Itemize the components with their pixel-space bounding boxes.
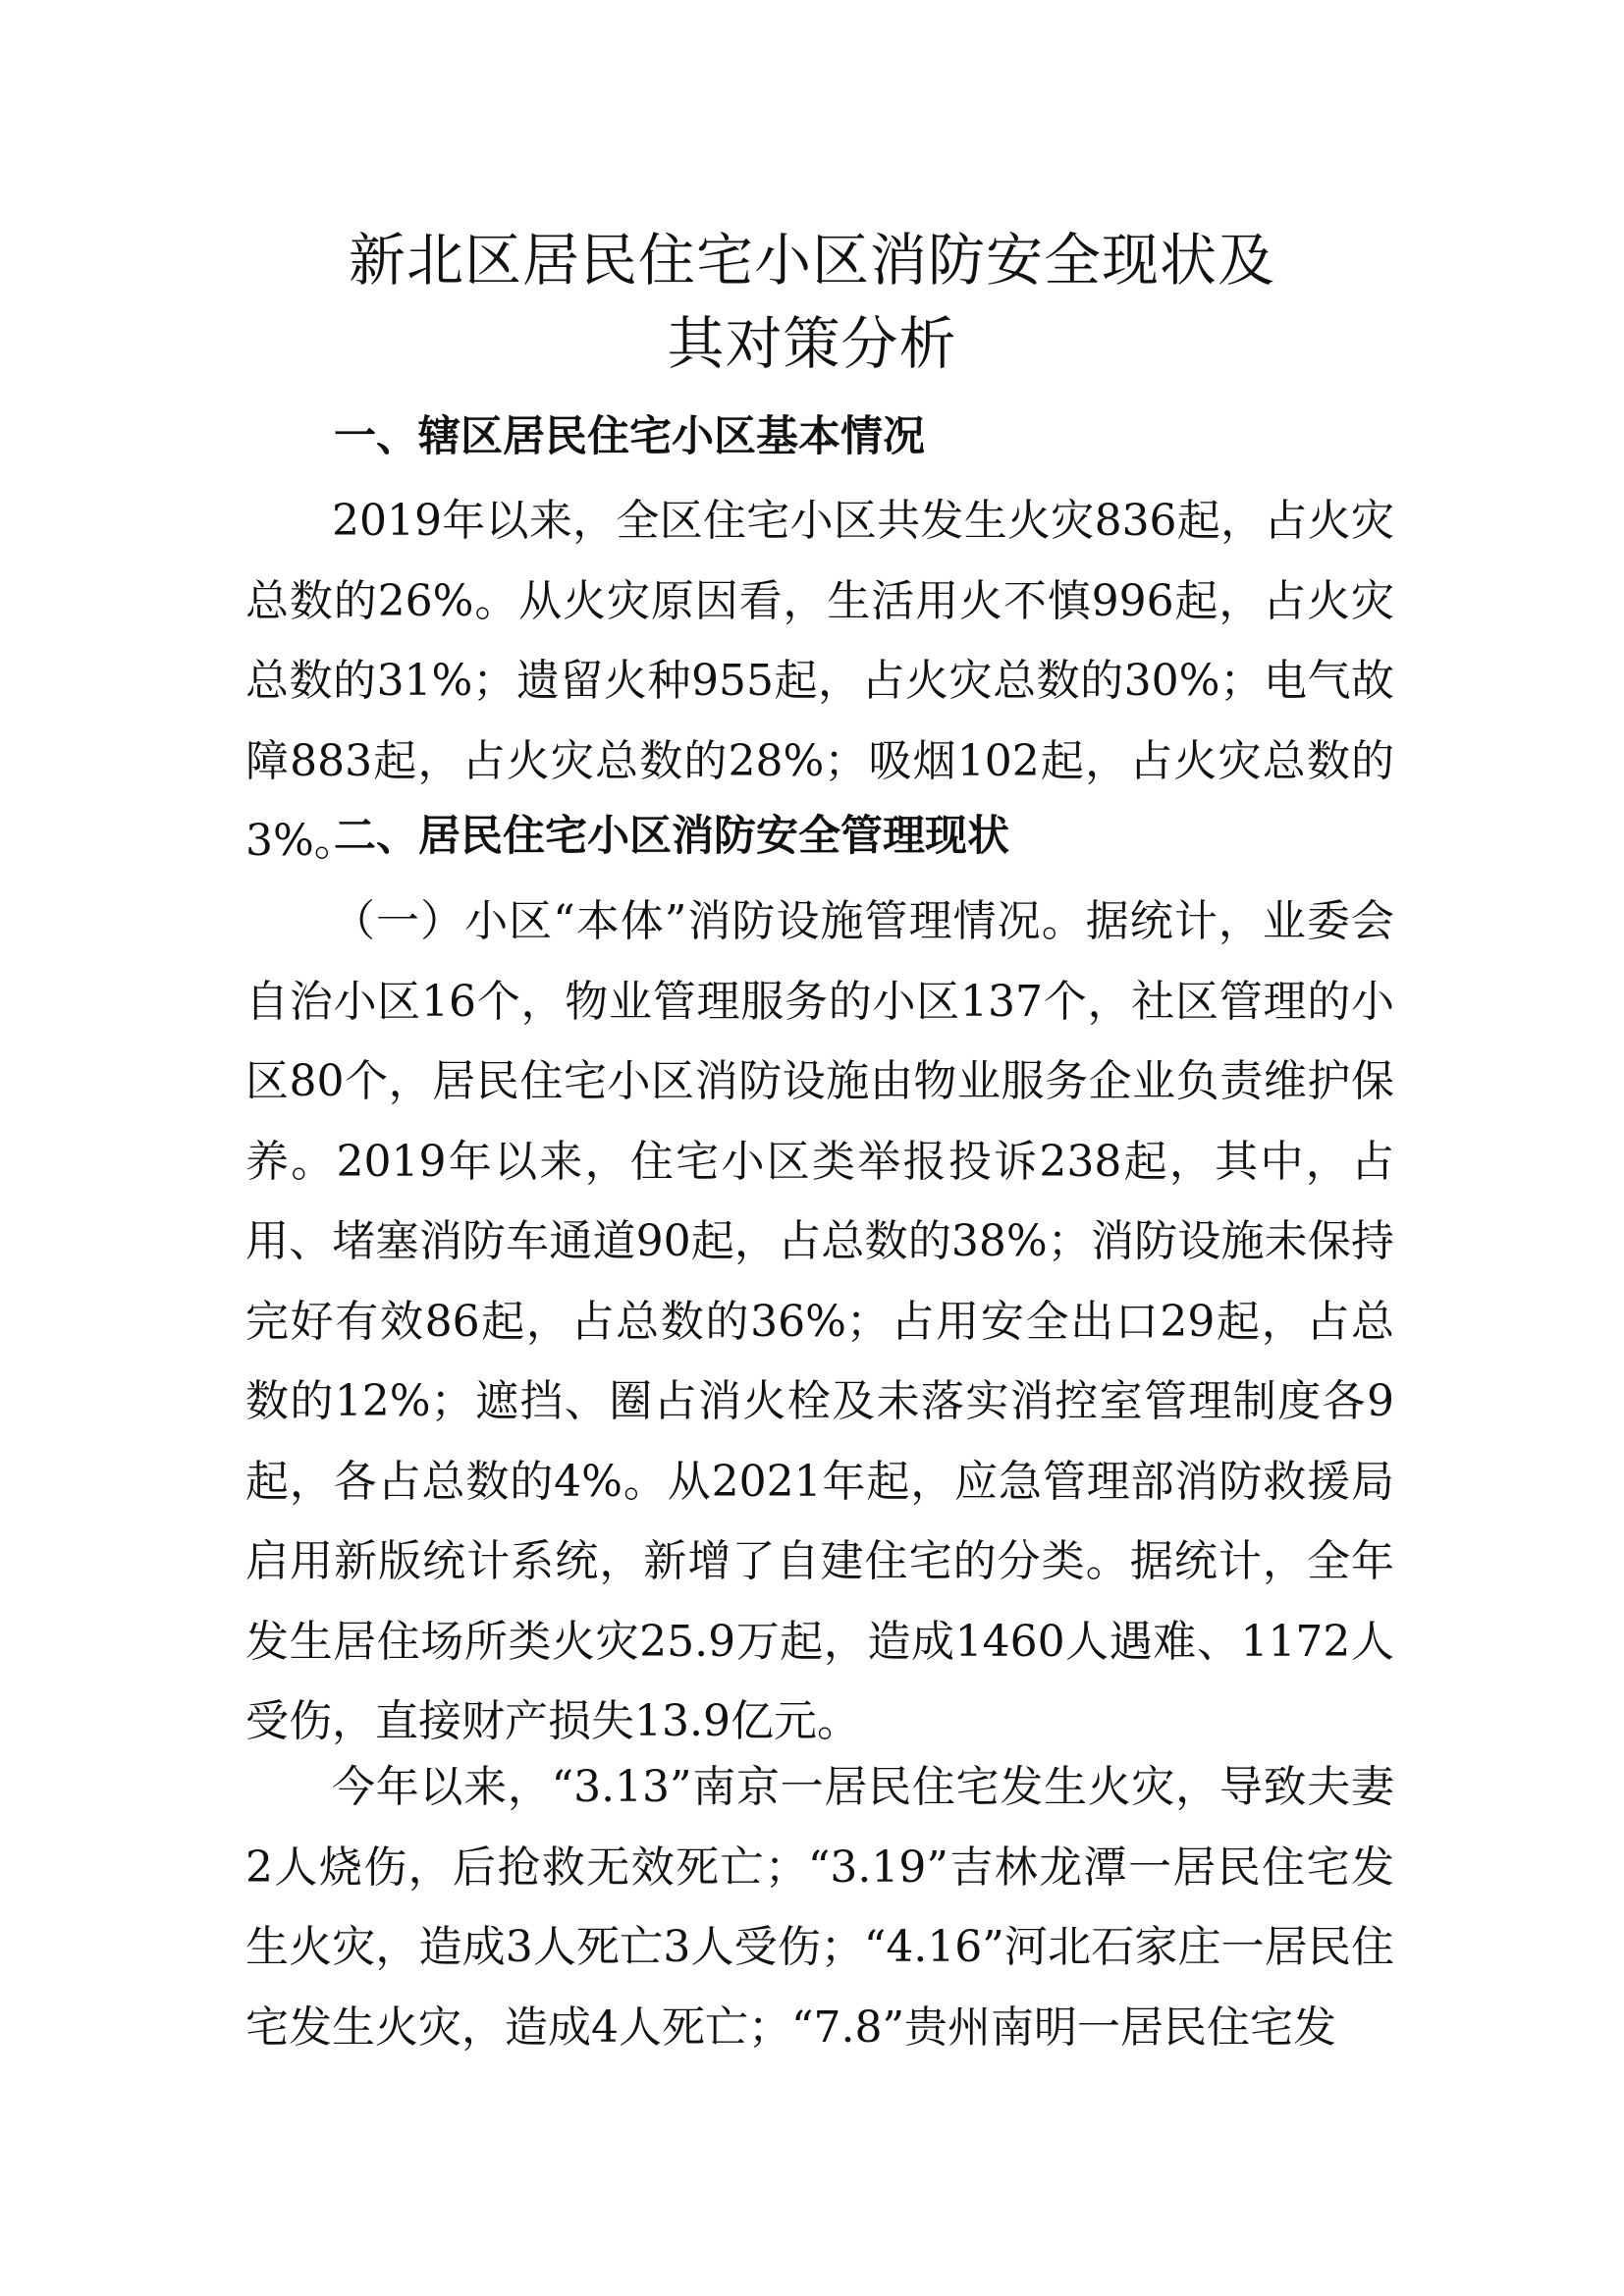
section-1-paragraph: 2019年以来，全区住宅小区共发生火灾836起，占火灾总数的26%。从火灾原因看，生活用火不慎996起，占火灾总数的31%；遗留火种955起，占火灾总数的30%；电气故障883起，占火灾总数的28%；吸烟102起，占火灾总数的3%。 (245, 496, 1394, 866)
section-2-heading: 二、居民住宅小区消防安全管理现状 (334, 812, 1009, 861)
document-title-line-2: 其对策分析 (667, 310, 957, 377)
section-2-paragraph-2: 今年以来，“3.13”南京一居民住宅发生火灾，导致夫妻2人烧伤，后抢救无效死亡；“3.19”吉林龙潭一居民住宅发生火灾，造成3人死亡3人受伤；“4.16”河北石家庄一居民住宅发生火灾，造成4人死亡；“7.8”贵州南明一居民住宅发 (245, 1762, 1394, 2053)
document-title-line-1: 新北区居民住宅小区消防安全现状及 (348, 227, 1275, 294)
section-2-paragraph-1: （一）小区“本体”消防设施管理情况。据统计，业委会自治小区16个，物业管理服务的小区137个，社区管理的小区80个，居民住宅小区消防设施由物业服务企业负责维护保养。2019年以来，住宅小区类举报投诉238起，其中，占用、堵塞消防车通道90起，占总数的38%；消防设施未保持完好有效86起，占总数的36%；占用安全出口29起，占总数的12%；遮挡、圈占消火栓及未落实消控室管理制度各9起，各占总数的4%。从2021年起，应急管理部消防救援局启用新版统计系统，新增了自建住宅的分类。据统计，全年发生居住场所类火灾25.9万起，造成1460人遇难、1172人受伤，直接财产损失13.9亿元。 (245, 896, 1394, 1746)
section-1-heading: 一、辖区居民住宅小区基本情况 (334, 412, 925, 461)
